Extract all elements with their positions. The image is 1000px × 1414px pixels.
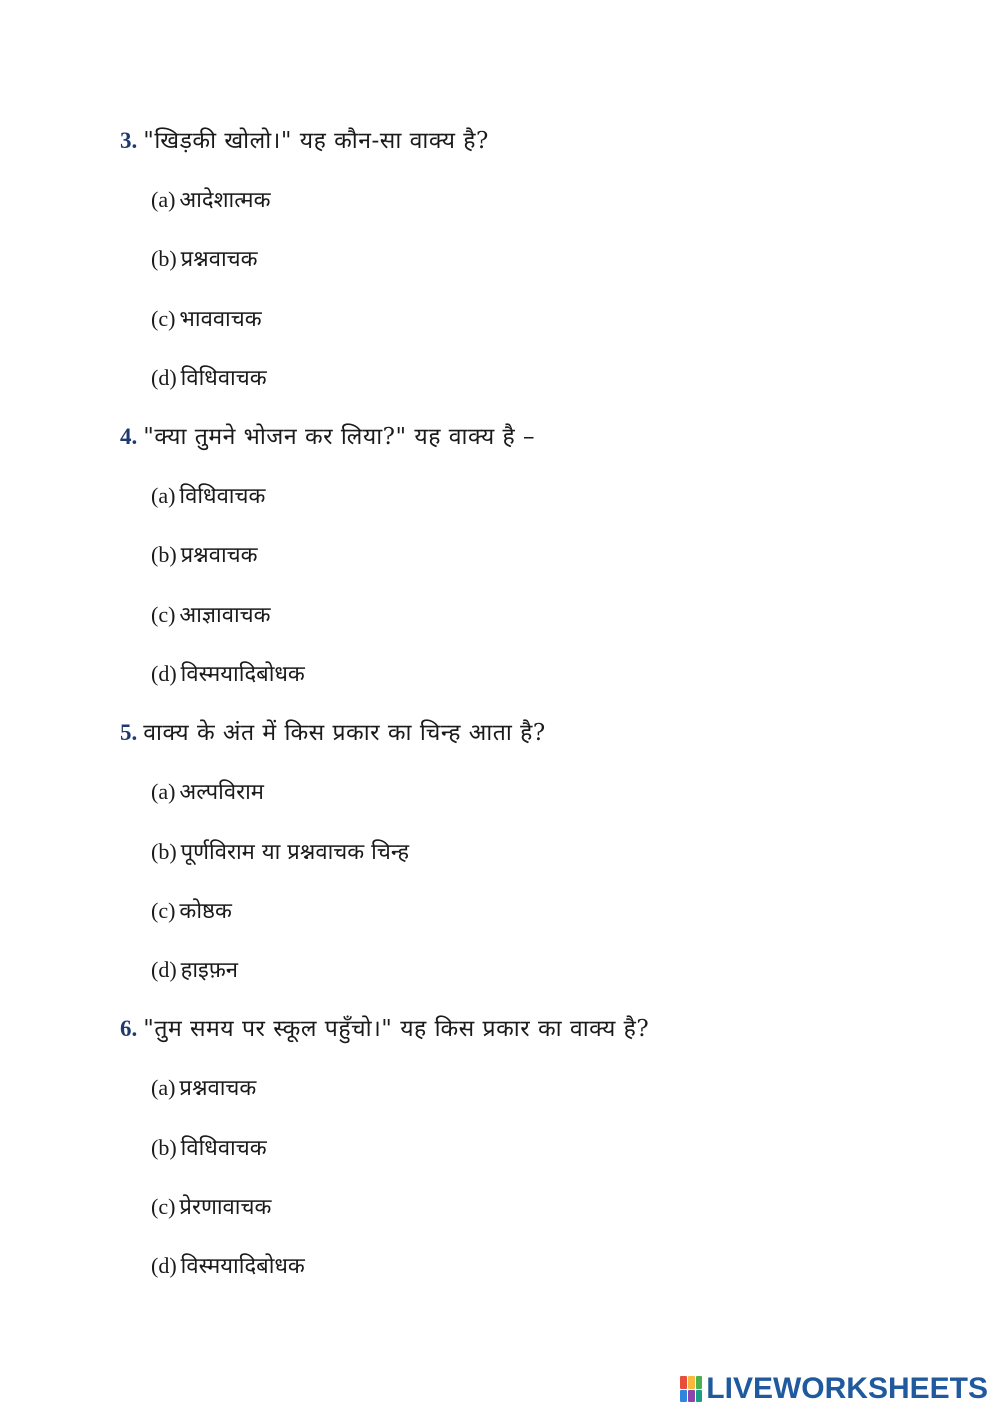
option-6b[interactable] xyxy=(151,1133,267,1164)
option-letter: (d) xyxy=(151,365,177,390)
question-4 xyxy=(120,422,535,452)
option-text: पूर्णविराम या प्रश्नवाचक चिन्ह xyxy=(180,840,410,865)
liveworksheets-logo-icon xyxy=(680,1376,702,1402)
option-text: प्रश्नवाचक xyxy=(180,247,258,272)
option-text: विस्मयादिबोधक xyxy=(180,1254,305,1279)
option-letter: (c) xyxy=(151,602,176,627)
question-text: "खिड़की खोलो।" यह कौन-सा वाक्य है? xyxy=(143,128,489,154)
option-5d[interactable] xyxy=(151,955,238,986)
option-text: प्रेरणावाचक xyxy=(179,1195,272,1220)
option-letter: (d) xyxy=(151,1253,177,1278)
option-3b[interactable] xyxy=(151,244,258,275)
option-letter: (c) xyxy=(151,898,176,923)
option-letter: (a) xyxy=(151,1075,176,1100)
option-3d[interactable] xyxy=(151,363,267,394)
option-text: विधिवाचक xyxy=(180,1136,267,1161)
option-6d[interactable] xyxy=(151,1251,305,1282)
option-letter: (b) xyxy=(151,246,177,271)
option-letter: (b) xyxy=(151,839,177,864)
option-text: आज्ञावाचक xyxy=(179,603,271,628)
logo-text: LIVEWORKSHEETS xyxy=(706,1372,988,1405)
option-text: प्रश्नवाचक xyxy=(179,1076,257,1101)
option-4b[interactable] xyxy=(151,540,258,571)
option-letter: (b) xyxy=(151,542,177,567)
question-text: "क्या तुमने भोजन कर लिया?" यह वाक्य है – xyxy=(143,424,535,450)
option-4c[interactable] xyxy=(151,600,271,631)
option-text: भाववाचक xyxy=(179,307,262,332)
question-5 xyxy=(120,718,546,748)
option-text: अल्पविराम xyxy=(179,780,264,805)
option-text: विधिवाचक xyxy=(180,366,267,391)
option-3a[interactable] xyxy=(151,185,270,216)
option-text: हाइफ़न xyxy=(180,958,239,983)
liveworksheets-logo[interactable] xyxy=(680,1372,988,1406)
option-text: विधिवाचक xyxy=(179,484,266,509)
question-6 xyxy=(120,1014,649,1044)
question-text: वाक्य के अंत में किस प्रकार का चिन्ह आता है? xyxy=(143,720,546,746)
option-letter: (d) xyxy=(151,957,177,982)
option-text: प्रश्नवाचक xyxy=(180,543,258,568)
option-letter: (c) xyxy=(151,1194,176,1219)
option-text: विस्मयादिबोधक xyxy=(180,662,305,687)
question-text: "तुम समय पर स्कूल पहुँचो।" यह किस प्रकार का वाक्य है? xyxy=(143,1016,650,1042)
option-letter: (a) xyxy=(151,779,176,804)
question-number: 4. xyxy=(120,424,138,449)
option-text: कोष्ठक xyxy=(179,899,232,924)
option-6a[interactable] xyxy=(151,1073,256,1104)
option-letter: (a) xyxy=(151,483,176,508)
option-letter: (c) xyxy=(151,306,176,331)
question-number: 6. xyxy=(120,1016,138,1041)
option-5a[interactable] xyxy=(151,777,264,808)
question-number: 5. xyxy=(120,720,138,745)
option-5c[interactable] xyxy=(151,896,232,927)
question-number: 3. xyxy=(120,128,138,153)
question-3 xyxy=(120,126,489,156)
option-4d[interactable] xyxy=(151,659,305,690)
option-text: आदेशात्मक xyxy=(179,188,271,213)
option-letter: (b) xyxy=(151,1135,177,1160)
option-5b[interactable] xyxy=(151,837,409,868)
option-letter: (d) xyxy=(151,661,177,686)
option-3c[interactable] xyxy=(151,304,262,335)
option-6c[interactable] xyxy=(151,1192,271,1223)
option-4a[interactable] xyxy=(151,481,265,512)
option-letter: (a) xyxy=(151,187,176,212)
